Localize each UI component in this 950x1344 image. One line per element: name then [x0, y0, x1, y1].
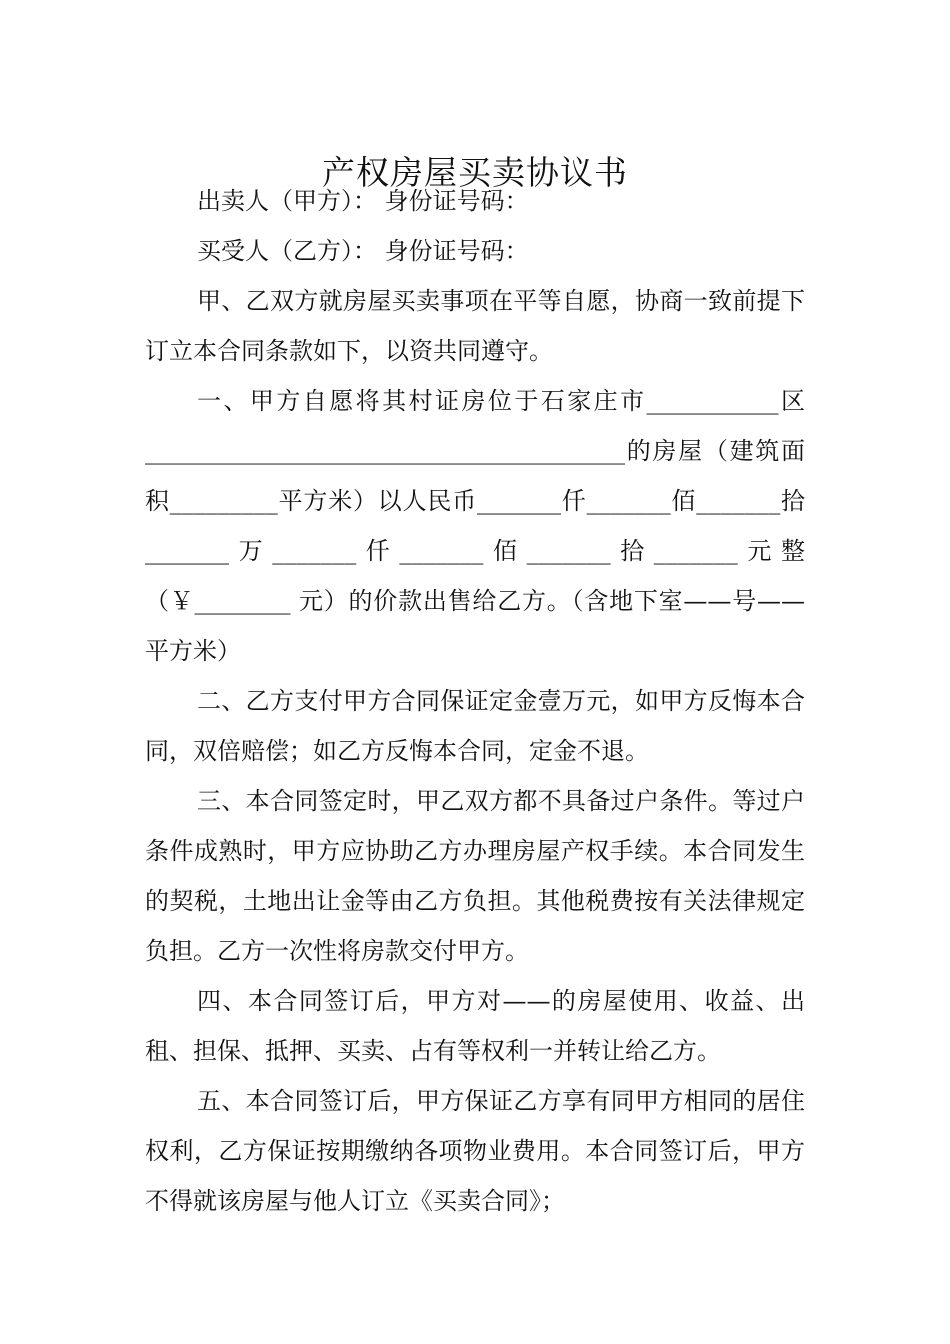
clause-4-paragraph: 四、本合同签订后，甲方对——的房屋使用、收益、出租、担保、抵押、买卖、占有等权利一并转让给乙方。: [145, 987, 805, 1065]
preamble-paragraph: 甲、乙双方就房屋买卖事项在平等自愿，协商一致前提下订立本合同条款如下，以资共同遵守。: [145, 287, 805, 365]
clause-1-paragraph: 一、甲方自愿将其村证房位于石家庄市___________区________________________________________的房屋（建筑面积_________平方米）以人民币_______仟_______佰_______拾_______万_______仟_______佰_______拾_______元整（￥________ 元）的价款出售给乙方。（含地下室——号——平方米）: [145, 387, 805, 665]
clause-3-paragraph: 三、本合同签定时，甲乙双方都不具备过户条件。等过户条件成熟时，甲方应协助乙方办理房屋产权手续。本合同发生的契税，土地出让金等由乙方负担。其他税费按有关法律规定负担。乙方一次性将房款交付甲方。: [145, 787, 805, 965]
clause-5-paragraph: 五、本合同签订后，甲方保证乙方享有同甲方相同的居住权利，乙方保证按期缴纳各项物业费用。本合同签订后，甲方不得就该房屋与他人订立《买卖合同》；: [145, 1087, 805, 1215]
document-body: [145, 176, 805, 1226]
document-title: 产权房屋买卖协议书: [322, 153, 628, 193]
buyer-line: 买受人（乙方）： 身份证号码：: [197, 237, 529, 265]
clause-2-paragraph: 二、乙方支付甲方合同保证定金壹万元，如甲方反悔本合同，双倍赔偿；如乙方反悔本合同，定金不退。: [145, 687, 805, 765]
seller-line: 出卖人（甲方）： 身份证号码：: [197, 187, 529, 215]
